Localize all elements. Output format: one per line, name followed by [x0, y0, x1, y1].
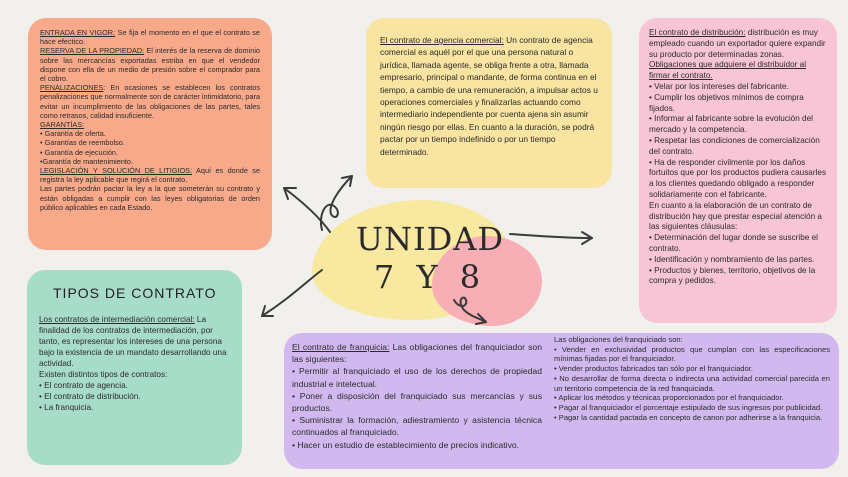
list-item: • Aplicar los métodos y técnicas proporcionados por el franquiciador. — [554, 393, 784, 403]
list-item: • Velar por los intereses del fabricante. — [649, 81, 789, 91]
list-item: • Vender productos fabricados tan sólo por el franquiciador. — [554, 364, 753, 374]
franquiciador-column — [292, 341, 542, 451]
distribucion-text: distribución es muy empleado cuando un exportador quiere expandir su producto por determinadas zonas. — [649, 28, 826, 59]
title-line-2: 7 Y 8 — [373, 258, 487, 296]
agencia-label: El contrato de agencia comercial: — [380, 35, 504, 45]
list-item: • Poner a disposición del franquiciado sus mercancías y sus productos. — [292, 390, 542, 414]
distribucion-label: El contrato de distribución: — [649, 28, 746, 37]
list-item: • Respetar las condiciones de comercialización del contrato. — [649, 135, 820, 156]
list-item: • El contrato de distribución. — [39, 392, 141, 401]
list-item: • El contrato de agencia. — [39, 381, 128, 390]
card-franquicia — [284, 333, 839, 469]
agencia-paragraph — [380, 34, 598, 158]
list-item: • Vender en exclusividad productos que cumplan con las especificaciones mínimas fijadas por el franquiciador. — [554, 344, 830, 364]
franquicia-label: El contrato de franquicia: — [292, 342, 390, 352]
franquiciado-intro: Las obligaciones del franquiciado son: — [554, 335, 683, 344]
legis-text: Aquí es donde se registra la ley aplicable que regirá el contrato. — [40, 166, 261, 185]
clausulas-list — [649, 233, 827, 287]
tipos-intro: Existen distintos tipos de contratos: — [39, 370, 168, 379]
reserva-text: El interés de la reserva de dominio sobre las mercancías exportadas estriba en que el vendedor dispone con ella de un medio de presión sobre el comprador para el cobro. — [40, 46, 260, 84]
legis-label: LEGISLACIÓN Y SOLUCIÓN DE LITIGIOS: — [40, 166, 193, 176]
arrow-to-teal — [262, 270, 322, 316]
reserva-label: RESERVA DE LA PROPIEDAD: — [40, 46, 145, 56]
obligaciones-list — [649, 82, 827, 201]
list-item: • Pagar la cantidad pactada en concepto de canon por adherirse a la franquicia. — [554, 412, 823, 422]
penal-label: PENALIZACIONES — [40, 83, 104, 93]
obligaciones-label: Obligaciones que adquiere el distribuidor al firmar el contrato. — [649, 60, 807, 81]
franquiciador-list — [292, 365, 542, 450]
franquicia-text: Las obligaciones del franquiciador son las siguientes: — [292, 342, 542, 365]
list-item: • Hacer un estudio de establecimiento de precios indicativo. — [292, 439, 520, 450]
penal-paragraph — [40, 83, 260, 120]
garantias-label: GARANTÍAS: — [40, 120, 85, 130]
entrada-label: ENTRADA EN VIGOR: — [40, 28, 116, 37]
franquiciado-column — [554, 335, 830, 422]
card-agencia — [366, 18, 612, 188]
card-tipos-contrato — [27, 270, 242, 465]
list-item: • La franquicia. — [39, 403, 94, 412]
list-item: • Suministrar la formación, adiestramiento y asistencia técnica continuados al franquiciado. — [292, 415, 542, 438]
list-item: • Productos y bienes, territorio, objetivos de la compra y pedidos. — [649, 265, 816, 286]
franquicia-paragraph — [292, 341, 542, 365]
garantias-list — [40, 129, 260, 166]
legis-paragraph — [40, 166, 260, 184]
penal-text: : En ocasiones se establecen los contratos penalizaciones que normalmente son de carácter intimidatorio, para evitar un incumplimiento de las obligaciones de las partes, tales como retrasos, calidad insuficiente. — [40, 83, 260, 120]
list-item: • Informar al fabricante sobre la evolución del mercado y la competencia. — [649, 114, 813, 135]
list-item: • Determinación del lugar donde se suscribe el contrato. — [649, 233, 818, 253]
list-item: • Ha de responder civilmente por los daños fortuitos que por los productos pudiera causarles a los clientes quedando obligado a responder solidariamente con el fabricante. — [649, 157, 827, 199]
list-item: • Permitir al franquiciado el uso de los derechos de propiedad industrial e intelectual. — [292, 366, 542, 389]
list-item: • Cumplir los objetivos mínimos de compra fijados. — [649, 92, 804, 113]
intermediacion-label: Los contratos de intermediación comercial: — [39, 315, 195, 324]
tipos-list — [39, 380, 230, 413]
arrow-to-pink — [510, 234, 592, 238]
list-item: • Garantía de ejecución. — [40, 147, 119, 157]
distribucion-paragraph — [649, 28, 827, 60]
entrada-text: Se fija el momento en el que el contrato se hace efectico. — [40, 28, 260, 47]
entrada-paragraph — [40, 28, 260, 46]
title-line-1: UNIDAD — [355, 220, 505, 258]
arrow-to-yellow — [321, 176, 352, 230]
card-distribucion — [639, 18, 837, 323]
agencia-text: Un contrato de agencia comercial es aquél por el que una persona natural o jurídica, llamada agente, se obliga frente a otra, llamada empresario, principal o mandante, de forma continua en el tiempo, a cambio de una remuneración, a impulsar actos u operaciones comerciales y finalizarlas actuando como intermediario independiente por cuenta ajena sin asumir ningún riesgo por ellas. En cuanto a la duración, se podrá pactar por un tiempo indefinido o por un tiempo determinado. — [380, 35, 598, 157]
list-item: • Pagar al franquiciador el porcentaje estipulado de sus ingresos por publicidad. — [554, 402, 823, 412]
intermediacion-text: La finalidad de los contratos de intermediación, por tanto, es representar los intereses de una persona bajo la existencia de un mandato desarrollando una actividad. — [39, 315, 227, 368]
list-item: • Garantía de oferta. — [40, 129, 106, 139]
card-condiciones — [28, 18, 272, 250]
franquiciado-list — [554, 345, 830, 423]
intermediacion-paragraph — [39, 314, 230, 369]
tipos-title: TIPOS DE CONTRATO — [53, 285, 217, 301]
list-item: • Identificación y nombramiento de las partes. — [649, 254, 815, 264]
list-item: • No desarrollar de forma directa o indirecta una actividad comercial parecida en un territorio competencia de la red franquiciada. — [554, 373, 830, 393]
legis-paragraph-2: Las partes podrán pactar la ley a la que someterán su contrato y están obligadas a cumplir con las leyes obligatorias de orden público aplicables en cada Estado. — [40, 184, 260, 212]
list-item: • Garantías de reembolso. — [40, 138, 125, 148]
list-item: •Garantía de mantenimiento. — [40, 156, 134, 166]
clausulas-text: En cuanto a la elaboración de un contrato de distribución hay que prestar especial atención a las siguientes cláusulas: — [649, 200, 822, 232]
reserva-paragraph — [40, 46, 260, 83]
